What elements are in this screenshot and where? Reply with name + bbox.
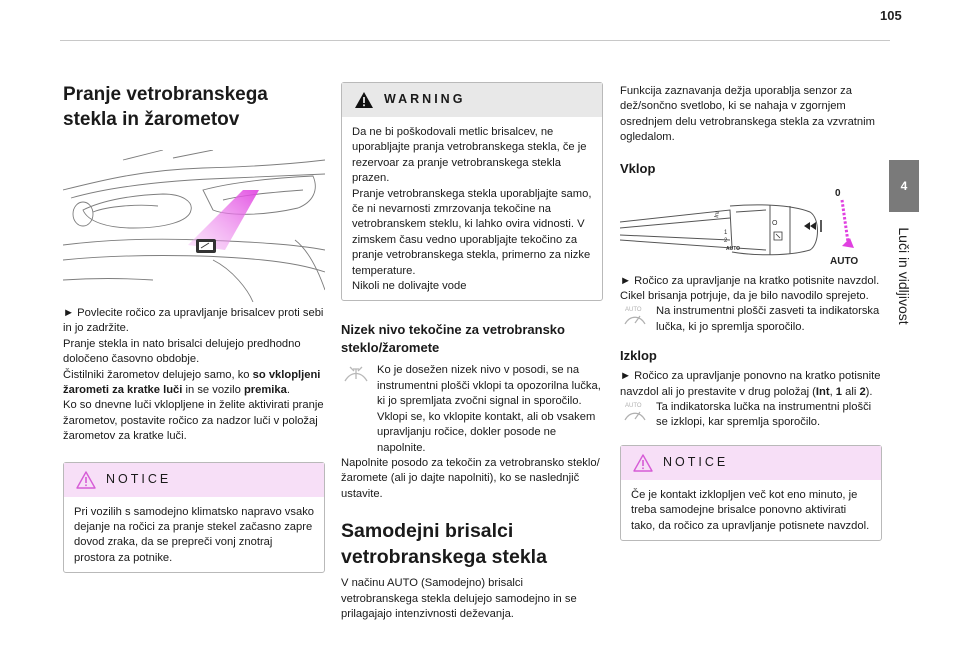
washing-text-3: Ko so dnevne luči vklopljene in želite aktivirati pranje žarometov, postavite ročico za nadzor luči v položaj žarometov za kratke luči. [63, 399, 324, 443]
wiper-stalk-illustration [620, 182, 882, 268]
chapter-tab: 4 [889, 160, 919, 212]
off-step-sep: , [829, 385, 836, 398]
section-title-on: Vklop [620, 160, 656, 176]
off-step-end: ). [865, 385, 873, 398]
low-level-row [341, 363, 603, 455]
notice-box-1 [63, 462, 325, 574]
auto-wiper-indicator-icon-2 [620, 400, 650, 431]
auto-indicator-label-1: AUTO [625, 307, 642, 314]
stalk-label-zero: 0 [835, 187, 841, 199]
warning-triangle-icon [354, 91, 374, 109]
warning-text-2: Pranje vetrobranskega stekla uporabljajte samo, če ni nevarnosti zmrzovanja tekočine na vetrobranskem steklu, ki lahko ovira vidnosti. V zimskem času vedno uporabljajte tekočino za pranje vetrobranskega stekla, primerno za nizke temperature. [352, 187, 592, 277]
section-title-off: Izklop [620, 348, 657, 364]
off-indicator-text: Ta indikatorska lučka na instrumentni plošči se izklopi, kar spremlja sporočilo. [656, 401, 872, 429]
auto-wiper-indicator-icon [620, 304, 650, 335]
washing-text-1: Pranje stekla in nato brisalci delujejo predhodno določeno časovno obdobje. [63, 337, 301, 366]
off-indicator-row [620, 400, 882, 431]
svg-text:1: 1 [724, 229, 728, 236]
washing-text-2b: so vklopljeni žarometi za kratke luči [63, 368, 321, 397]
off-step-one: 1 [835, 385, 843, 398]
off-step [620, 369, 882, 400]
header-divider [60, 40, 890, 41]
column-3 [620, 84, 882, 541]
on-text: Cikel brisanja potrjuje, da je bilo navodilo sprejeto. [620, 290, 869, 303]
washing-text-2a: Čistilniki žarometov delujejo samo, ko [63, 368, 253, 381]
washing-text-2d: premika [243, 384, 287, 397]
column-1 [63, 82, 325, 573]
washing-text-2e: . [286, 384, 290, 397]
warning-text-3: Nikoli ne dolivajte vode [352, 280, 467, 293]
warning-title: WARNING [384, 92, 466, 107]
off-step-int: Int [815, 385, 830, 398]
page-number: 105 [880, 8, 902, 23]
washing-text-2c: in se vozilo [182, 384, 244, 397]
notice-triangle-icon [76, 471, 96, 489]
warning-box [341, 82, 603, 301]
notice-header-1 [64, 463, 324, 497]
notice-text-1: Pri vozilih s samodejno klimatsko napravo vsako dejanje na ročici za pranje stekel začasno zapre dovod zraka, da se prepreči vonj znotraj prostora za potnike. [74, 505, 315, 564]
stalk-label-auto: AUTO [830, 255, 859, 267]
section-title-washing: Pranje vetrobranskega stekla in žarometov [63, 84, 268, 130]
notice-title-1: NOTICE [106, 471, 172, 486]
headlamp-illustration [63, 150, 325, 302]
washing-step: ► Povlecite ročico za upravljanje brisalcev proti sebi in jo zadržite. [63, 307, 324, 335]
svg-text:AUTO: AUTO [726, 245, 741, 252]
off-step-a: ► Ročico za upravljanje ponovno na kratko potisnite navzdol ali jo prestavite v drug položaj ( [620, 370, 881, 398]
off-step-or: ali [842, 385, 860, 398]
on-indicator-row [620, 304, 882, 335]
svg-text:O: O [772, 219, 778, 227]
column-2 [341, 82, 603, 622]
washer-fluid-icon [341, 363, 371, 455]
svg-text:2: 2 [724, 237, 728, 244]
notice-box-2 [620, 445, 882, 541]
low-level-text-2: Napolnite posodo za tekočin za vetrobransko steklo/žaromete (ali jo dajte napolniti), ko se naslednjič ustavite. [341, 456, 600, 500]
section-title-auto-wipers: Samodejni brisalci vetrobranskega stekla [341, 520, 547, 569]
rain-sensor-intro: Funkcija zaznavanja dežja uporablja senzor za dež/sončno svetlobo, ki se nahaja v zgornjem osrednjem delu vetrobranskega stekla za vzvratnim ogledalom. [620, 85, 875, 144]
off-step-two: 2 [859, 385, 866, 398]
notice-title-2: NOTICE [663, 455, 729, 470]
washing-text-2 [63, 368, 325, 399]
auto-wipers-text: V načinu AUTO (Samodejno) brisalci vetrobranskega stekla delujejo samodejno in se prilagajajo intenzivnosti deževanja. [341, 577, 577, 620]
notice-header-2 [621, 446, 881, 480]
warning-header [342, 83, 602, 117]
low-level-text-1: Ko je dosežen nizek nivo v posodi, se na instrumentni plošči vklopi ta opozorilna lučka, ki jo spremljata zvočni signal in sporočilo. Vklopi se, ko vklopite kontakt, ali ob vsakem upravljanju ročice, dokler posode ne napolnite. [377, 364, 601, 454]
on-step: ► Ročico za upravljanje na kratko potisnite navzdol. [620, 274, 880, 287]
on-indicator-text: Na instrumentni plošči zasveti ta indikatorska lučka, ki jo spremlja sporočilo. [656, 305, 880, 333]
warning-text-1: Da ne bi poškodovali metlic brisalcev, ne uporabljajte pranja vetrobranskega stekla, če je rezervoar za pranje vetrobranskega stekla prazen. [352, 126, 587, 185]
chapter-title-text: Luči in vidljivost [896, 227, 912, 325]
chapter-title [889, 216, 919, 336]
svg-text:Int: Int [714, 210, 722, 218]
notice-text-2: Če je kontakt izklopljen več kot eno minuto, je treba samodejne brisalce ponovno aktivirati tako, da ročico za upravljanje potisnete navzdol. [631, 488, 870, 532]
section-title-low-level: Nizek nivo tekočine za vetrobransko steklo/žaromete [341, 322, 565, 356]
notice-triangle-icon-2 [633, 454, 653, 472]
auto-indicator-label-2: AUTO [625, 403, 642, 410]
